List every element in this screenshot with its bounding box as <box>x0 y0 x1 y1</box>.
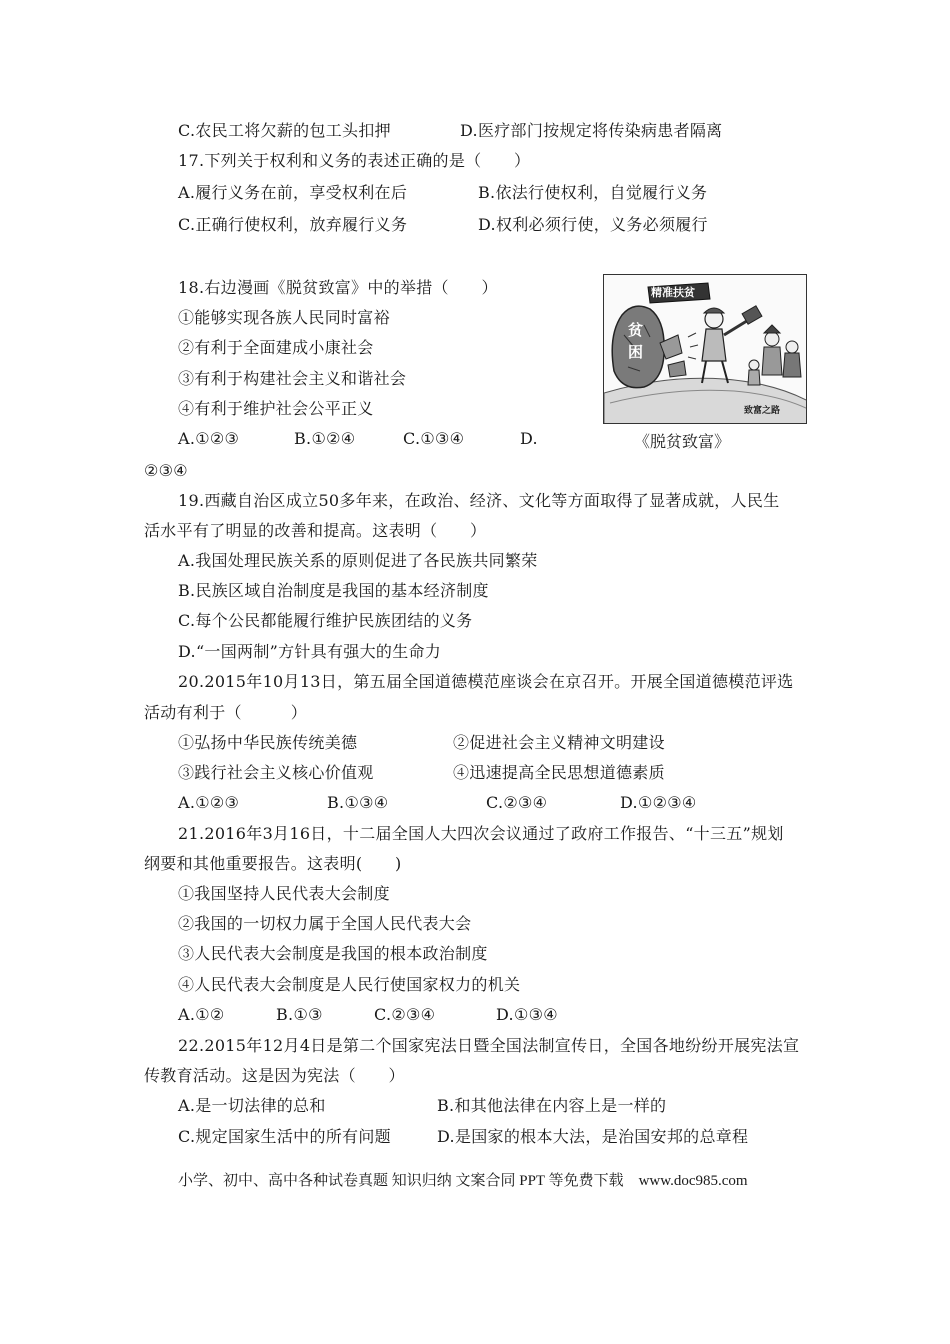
cartoon-banner-text: 精准扶贫 <box>651 286 695 299</box>
option-22b: B.和其他法律在内容上是一样的 <box>437 1096 667 1115</box>
option-17b: B.依法行使权利，自觉履行义务 <box>478 183 708 202</box>
item-18-4: ④有利于维护社会公平正义 <box>178 399 374 418</box>
cartoon-image <box>603 274 807 424</box>
question-20: 20.2015年10月13日，第五届全国道德模范座谈会在京召开。开展全国道德模范评选 <box>178 672 794 691</box>
item-21-2: ②我国的一切权力属于全国人民代表大会 <box>178 914 472 933</box>
option-20d: D.①②③④ <box>620 793 697 812</box>
question-18: 18.右边漫画《脱贫致富》中的举措（ ） <box>178 278 498 297</box>
item-18-2: ②有利于全面建成小康社会 <box>178 338 374 357</box>
option-16d: D.医疗部门按规定将传染病患者隔离 <box>460 121 723 140</box>
question-21-cont: 纲要和其他重要报告。这表明( ) <box>144 854 402 873</box>
option-19d: D.“一国两制”方针具有强大的生命力 <box>178 642 442 661</box>
question-22-cont: 传教育活动。这是因为宪法（ ） <box>144 1066 405 1085</box>
option-20a: A.①②③ <box>178 793 240 812</box>
cartoon-rock-text-1: 贫 <box>628 321 644 339</box>
option-21c: C.②③④ <box>374 1005 436 1024</box>
cartoon-caption: 《脱贫致富》 <box>634 432 731 451</box>
option-22c: C.规定国家生活中的所有问题 <box>178 1127 391 1146</box>
question-22: 22.2015年12月4日是第二个国家宪法日暨全国法制宣传日，全国各地纷纷开展宪法宣 <box>178 1036 800 1055</box>
question-21: 21.2016年3月16日，十二届全国人大四次会议通过了政府工作报告、“十三五”规划 <box>178 824 784 843</box>
item-18-1: ①能够实现各族人民同时富裕 <box>178 308 390 327</box>
option-16c: C.农民工将欠薪的包工头扣押 <box>178 121 391 140</box>
question-19: 19.西藏自治区成立50多年来，在政治、经济、文化等方面取得了显著成就，人民生 <box>178 491 780 510</box>
item-18-3: ③有利于构建社会主义和谐社会 <box>178 369 407 388</box>
option-18b: B.①②④ <box>294 429 356 448</box>
option-20b: B.①③④ <box>327 793 389 812</box>
item-21-1: ①我国坚持人民代表大会制度 <box>178 884 390 903</box>
item-20-4: ④迅速提高全民思想道德素质 <box>453 763 665 782</box>
cartoon-road-text: 致富之路 <box>744 406 781 416</box>
option-21a: A.①② <box>178 1005 225 1024</box>
option-19c: C.每个公民都能履行维护民族团结的义务 <box>178 611 473 630</box>
option-21b: B.①③ <box>276 1005 323 1024</box>
option-17c: C.正确行使权利，放弃履行义务 <box>178 215 408 234</box>
page-footer: 小学、初中、高中各种试卷真题 知识归纳 文案合同 PPT 等免费下载 www.doc985.com <box>178 1173 748 1189</box>
item-20-3: ③践行社会主义核心价值观 <box>178 763 374 782</box>
item-21-3: ③人民代表大会制度是我国的根本政治制度 <box>178 944 488 963</box>
option-17d: D.权利必须行使，义务必须履行 <box>478 215 708 234</box>
option-19a: A.我国处理民族关系的原则促进了各民族共同繁荣 <box>178 551 538 570</box>
option-18a: A.①②③ <box>178 429 240 448</box>
item-21-4: ④人民代表大会制度是人民行使国家权力的机关 <box>178 975 521 994</box>
option-20c: C.②③④ <box>486 793 548 812</box>
option-18d-cont: ②③④ <box>144 461 188 480</box>
option-22a: A.是一切法律的总和 <box>178 1096 326 1115</box>
option-18d: D. <box>520 429 538 448</box>
item-20-1: ①弘扬中华民族传统美德 <box>178 733 358 752</box>
question-20-cont: 活动有利于（ ） <box>144 703 308 722</box>
option-19b: B.民族区域自治制度是我国的基本经济制度 <box>178 581 489 600</box>
cartoon-rock-text-2: 困 <box>628 343 644 361</box>
option-22d: D.是国家的根本大法，是治国安邦的总章程 <box>437 1127 749 1146</box>
option-21d: D.①③④ <box>496 1005 558 1024</box>
question-17: 17.下列关于权利和义务的表述正确的是（ ） <box>178 151 531 170</box>
question-19-cont: 活水平有了明显的改善和提高。这表明（ ） <box>144 521 487 540</box>
option-18c: C.①③④ <box>403 429 465 448</box>
item-20-2: ②促进社会主义精神文明建设 <box>453 733 665 752</box>
option-17a: A.履行义务在前，享受权利在后 <box>178 183 408 202</box>
